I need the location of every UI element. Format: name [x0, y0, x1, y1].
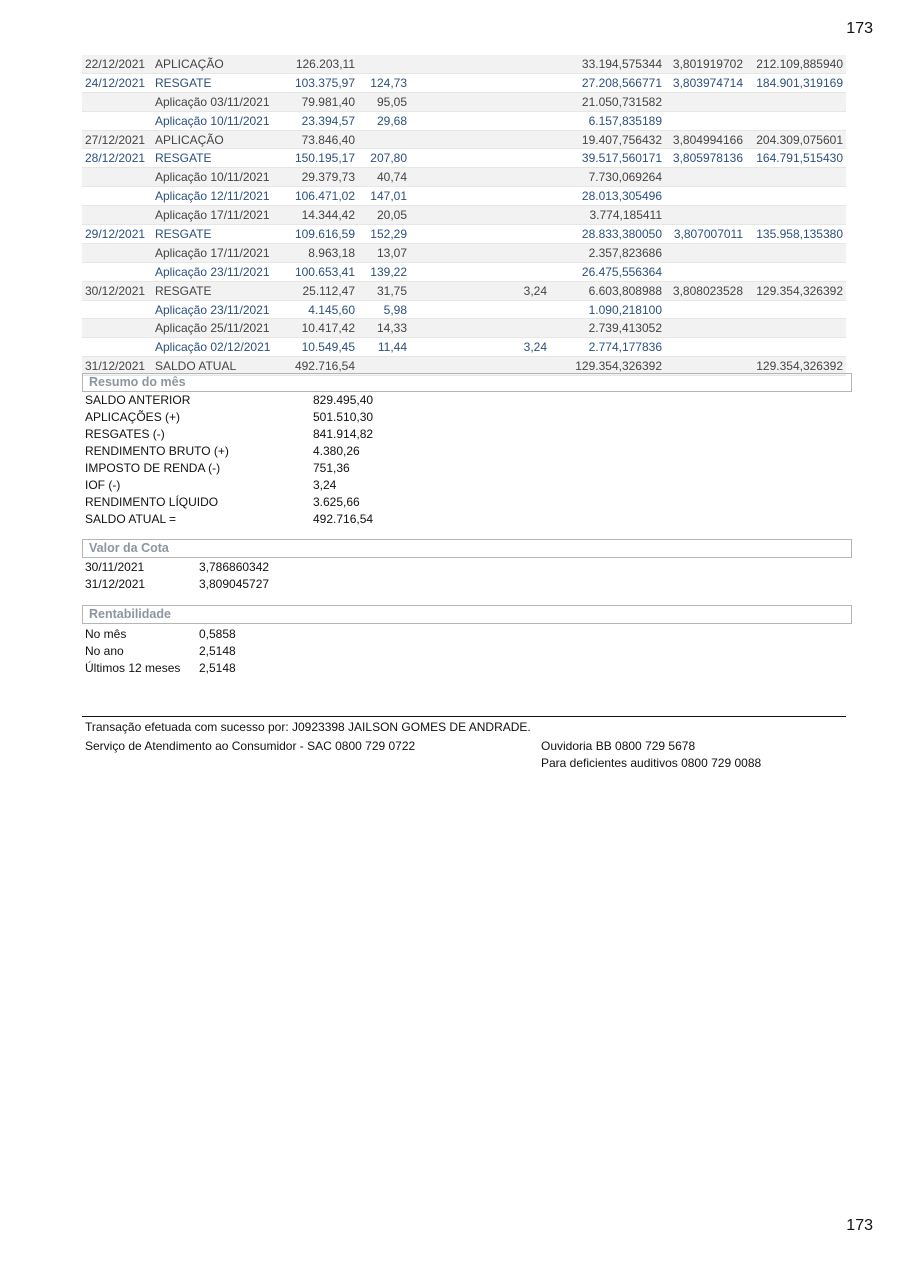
cell-date: 24/12/2021 — [82, 73, 152, 92]
item-label: IOF (-) — [85, 478, 121, 492]
cell-description: RESGATE — [152, 281, 285, 300]
cell-date: 30/12/2021 — [82, 281, 152, 300]
cell-quota-balance — [746, 111, 846, 130]
cell-quota-value: 3,805978136 — [665, 149, 746, 168]
cell-amount: 23.394,57 — [285, 111, 358, 130]
rentabilidade-header: Rentabilidade — [82, 605, 852, 624]
cell-date — [82, 319, 152, 338]
cell-amount: 4.145,60 — [285, 300, 358, 319]
cell-income-tax: 14,33 — [358, 319, 410, 338]
resumo-list — [85, 392, 373, 528]
cell-iof — [410, 187, 550, 206]
item-value: 841.914,82 — [313, 427, 374, 441]
cell-description: Aplicação 02/12/2021 — [152, 338, 285, 357]
cell-amount: 100.653,41 — [285, 262, 358, 281]
cell-date: 31/12/2021 — [82, 357, 152, 376]
cell-iof — [410, 149, 550, 168]
cell-description: RESGATE — [152, 149, 285, 168]
cell-quotas: 3.774,185411 — [550, 206, 665, 225]
cell-quotas: 19.407,756432 — [550, 130, 665, 149]
cell-quotas: 21.050,731582 — [550, 92, 665, 111]
cell-description: Aplicação 23/11/2021 — [152, 300, 285, 319]
table-row — [82, 73, 846, 92]
cell-income-tax: 5,98 — [358, 300, 410, 319]
cell-income-tax: 95,05 — [358, 92, 410, 111]
list-item — [85, 426, 373, 443]
cell-income-tax: 152,29 — [358, 225, 410, 244]
page-number-bottom: 173 — [846, 1217, 873, 1234]
cell-quotas: 28.013,305496 — [550, 187, 665, 206]
table-row — [82, 319, 846, 338]
item-label: RENDIMENTO LÍQUIDO — [85, 495, 219, 509]
item-label: RESGATES (-) — [85, 427, 165, 441]
cell-quota-value: 3,801919702 — [665, 55, 746, 73]
cell-income-tax: 40,74 — [358, 168, 410, 187]
list-item — [85, 576, 269, 593]
cell-quotas: 6.603,808988 — [550, 281, 665, 300]
cell-description: Aplicação 17/11/2021 — [152, 206, 285, 225]
cell-amount: 73.846,40 — [285, 130, 358, 149]
list-item — [85, 643, 236, 660]
item-value: 3,24 — [313, 478, 337, 492]
cell-quota-value: 3,807007011 — [665, 225, 746, 244]
item-label: Últimos 12 meses — [85, 661, 181, 675]
cell-quota-balance: 129.354,326392 — [746, 281, 846, 300]
cell-description: Aplicação 23/11/2021 — [152, 262, 285, 281]
cell-amount: 126.203,11 — [285, 55, 358, 73]
cell-income-tax — [358, 55, 410, 73]
cell-quota-balance: 135.958,135380 — [746, 225, 846, 244]
item-value: 2,5148 — [199, 644, 236, 658]
cell-description: Aplicação 12/11/2021 — [152, 187, 285, 206]
cell-income-tax: 147,01 — [358, 187, 410, 206]
item-value: 0,5858 — [199, 627, 236, 641]
cell-quotas: 2.774,177836 — [550, 338, 665, 357]
cell-income-tax: 29,68 — [358, 111, 410, 130]
cell-amount: 150.195,17 — [285, 149, 358, 168]
cell-quota-value — [665, 92, 746, 111]
cell-quotas: 129.354,326392 — [550, 357, 665, 376]
cell-quota-value — [665, 319, 746, 338]
cell-quota-value — [665, 187, 746, 206]
cell-amount: 10.417,42 — [285, 319, 358, 338]
cell-amount: 29.379,73 — [285, 168, 358, 187]
table-row — [82, 92, 846, 111]
item-label: SALDO ANTERIOR — [85, 393, 191, 407]
cell-quota-balance: 184.901,319169 — [746, 73, 846, 92]
item-label: IMPOSTO DE RENDA (-) — [85, 461, 221, 475]
cell-description: RESGATE — [152, 225, 285, 244]
table-row — [82, 338, 846, 357]
list-item — [85, 626, 236, 643]
cell-quota-value — [665, 243, 746, 262]
cell-date — [82, 111, 152, 130]
cell-quota-balance — [746, 243, 846, 262]
cell-iof — [410, 73, 550, 92]
cell-amount: 8.963,18 — [285, 243, 358, 262]
ouvidoria-text: Ouvidoria BB 0800 729 5678 — [541, 739, 696, 753]
cota-header: Valor da Cota — [82, 539, 852, 558]
cell-quota-balance — [746, 187, 846, 206]
cell-description: APLICAÇÃO — [152, 130, 285, 149]
cell-description: Aplicação 17/11/2021 — [152, 243, 285, 262]
page-number-top: 173 — [846, 20, 873, 37]
table-row — [82, 168, 846, 187]
cell-quota-balance — [746, 262, 846, 281]
resumo-header: Resumo do mês — [82, 373, 852, 392]
cell-quota-balance — [746, 319, 846, 338]
cell-date — [82, 338, 152, 357]
list-item — [85, 494, 373, 511]
cell-quotas: 28.833,380050 — [550, 225, 665, 244]
sac-text: Serviço de Atendimento ao Consumidor - SAC 0800 729 0722 — [85, 739, 416, 753]
cell-amount: 106.471,02 — [285, 187, 358, 206]
cell-quota-value: 3,808023528 — [665, 281, 746, 300]
cell-quota-balance — [746, 168, 846, 187]
cell-amount: 25.112,47 — [285, 281, 358, 300]
cell-iof — [410, 130, 550, 149]
item-label: RENDIMENTO BRUTO (+) — [85, 444, 229, 458]
cell-amount: 79.981,40 — [285, 92, 358, 111]
list-item — [85, 559, 269, 576]
cell-quota-value — [665, 262, 746, 281]
cell-quotas: 7.730,069264 — [550, 168, 665, 187]
cell-quota-value — [665, 111, 746, 130]
item-value: 3,809045727 — [199, 577, 270, 591]
transaction-text: Transação efetuada com sucesso por: J0923398 JAILSON GOMES DE ANDRADE. — [85, 720, 531, 734]
cell-description: Aplicação 03/11/2021 — [152, 92, 285, 111]
cell-income-tax: 13,07 — [358, 243, 410, 262]
item-value: 829.495,40 — [313, 393, 374, 407]
cell-date — [82, 168, 152, 187]
item-value: 3,786860342 — [199, 560, 270, 574]
cell-description: Aplicação 10/11/2021 — [152, 168, 285, 187]
cell-quotas: 1.090,218100 — [550, 300, 665, 319]
cell-description: RESGATE — [152, 73, 285, 92]
cell-iof — [410, 168, 550, 187]
cell-iof: 3,24 — [410, 281, 550, 300]
cell-iof — [410, 55, 550, 73]
cell-iof — [410, 111, 550, 130]
cell-quotas: 27.208,566771 — [550, 73, 665, 92]
cell-quota-value — [665, 168, 746, 187]
cell-date — [82, 206, 152, 225]
table-row — [82, 187, 846, 206]
cell-quota-balance — [746, 206, 846, 225]
item-label: SALDO ATUAL = — [85, 512, 177, 526]
table-row — [82, 111, 846, 130]
cell-quotas: 39.517,560171 — [550, 149, 665, 168]
list-item — [85, 409, 373, 426]
cell-date — [82, 262, 152, 281]
cell-quota-balance — [746, 338, 846, 357]
cell-quotas: 6.157,835189 — [550, 111, 665, 130]
cell-income-tax: 11,44 — [358, 338, 410, 357]
table-row — [82, 130, 846, 149]
cell-amount: 109.616,59 — [285, 225, 358, 244]
cell-amount: 10.549,45 — [285, 338, 358, 357]
cota-list — [85, 559, 269, 593]
cell-iof — [410, 300, 550, 319]
item-value: 3.625,66 — [313, 495, 360, 509]
table-row — [82, 262, 846, 281]
cell-income-tax: 20,05 — [358, 206, 410, 225]
table-row — [82, 300, 846, 319]
cell-description: APLICAÇÃO — [152, 55, 285, 73]
cell-quota-balance: 204.309,075601 — [746, 130, 846, 149]
cell-date: 29/12/2021 — [82, 225, 152, 244]
item-value: 2,5148 — [199, 661, 236, 675]
cell-quota-balance: 164.791,515430 — [746, 149, 846, 168]
cell-quota-balance — [746, 92, 846, 111]
cell-quotas: 2.357,823686 — [550, 243, 665, 262]
cell-date — [82, 92, 152, 111]
item-label: No ano — [85, 644, 124, 658]
table-row — [82, 149, 846, 168]
cell-income-tax: 124,73 — [358, 73, 410, 92]
cell-quota-value: 3,803974714 — [665, 73, 746, 92]
cell-quota-value — [665, 206, 746, 225]
item-value: 751,36 — [313, 461, 350, 475]
cell-amount: 14.344,42 — [285, 206, 358, 225]
list-item — [85, 460, 373, 477]
cell-iof — [410, 206, 550, 225]
list-item — [85, 477, 373, 494]
table-row — [82, 206, 846, 225]
item-label: 30/11/2021 — [85, 560, 145, 574]
cell-quotas: 2.739,413052 — [550, 319, 665, 338]
item-label: 31/12/2021 — [85, 577, 146, 591]
cell-quota-value — [665, 300, 746, 319]
table-row — [82, 281, 846, 300]
cell-income-tax: 31,75 — [358, 281, 410, 300]
cell-date — [82, 187, 152, 206]
cell-description: SALDO ATUAL — [152, 357, 285, 376]
cell-amount: 103.375,97 — [285, 73, 358, 92]
cell-iof — [410, 319, 550, 338]
cell-quota-balance — [746, 300, 846, 319]
movements-table — [82, 55, 846, 376]
cell-quota-value — [665, 338, 746, 357]
cell-income-tax: 207,80 — [358, 149, 410, 168]
item-value: 492.716,54 — [313, 512, 374, 526]
cell-quota-value: 3,804994166 — [665, 130, 746, 149]
table-row — [82, 225, 846, 244]
item-label: No mês — [85, 627, 127, 641]
cell-iof — [410, 92, 550, 111]
list-item — [85, 511, 373, 528]
cell-date — [82, 243, 152, 262]
cell-income-tax: 139,22 — [358, 262, 410, 281]
cell-income-tax — [358, 130, 410, 149]
deficientes-text: Para deficientes auditivos 0800 729 0088 — [541, 756, 762, 770]
table-row — [82, 55, 846, 73]
cell-quota-balance: 129.354,326392 — [746, 357, 846, 376]
cell-description: Aplicação 10/11/2021 — [152, 111, 285, 130]
item-value: 501.510,30 — [313, 410, 374, 424]
list-item — [85, 443, 373, 460]
list-item — [85, 660, 236, 677]
cell-iof: 3,24 — [410, 338, 550, 357]
cell-iof — [410, 225, 550, 244]
cell-date: 28/12/2021 — [82, 149, 152, 168]
item-label: APLICAÇÕES (+) — [85, 410, 181, 424]
cell-quota-balance: 212.109,885940 — [746, 55, 846, 73]
list-item — [85, 392, 373, 409]
table-row — [82, 243, 846, 262]
cell-iof — [410, 243, 550, 262]
cell-date: 27/12/2021 — [82, 130, 152, 149]
cell-amount: 492.716,54 — [285, 357, 358, 376]
cell-date: 22/12/2021 — [82, 55, 152, 73]
cell-iof — [410, 262, 550, 281]
item-value: 4.380,26 — [313, 444, 360, 458]
footer-divider — [82, 716, 846, 717]
cell-description: Aplicação 25/11/2021 — [152, 319, 285, 338]
cell-date — [82, 300, 152, 319]
cell-quotas: 26.475,556364 — [550, 262, 665, 281]
rentabilidade-list — [85, 626, 236, 677]
cell-quotas: 33.194,575344 — [550, 55, 665, 73]
